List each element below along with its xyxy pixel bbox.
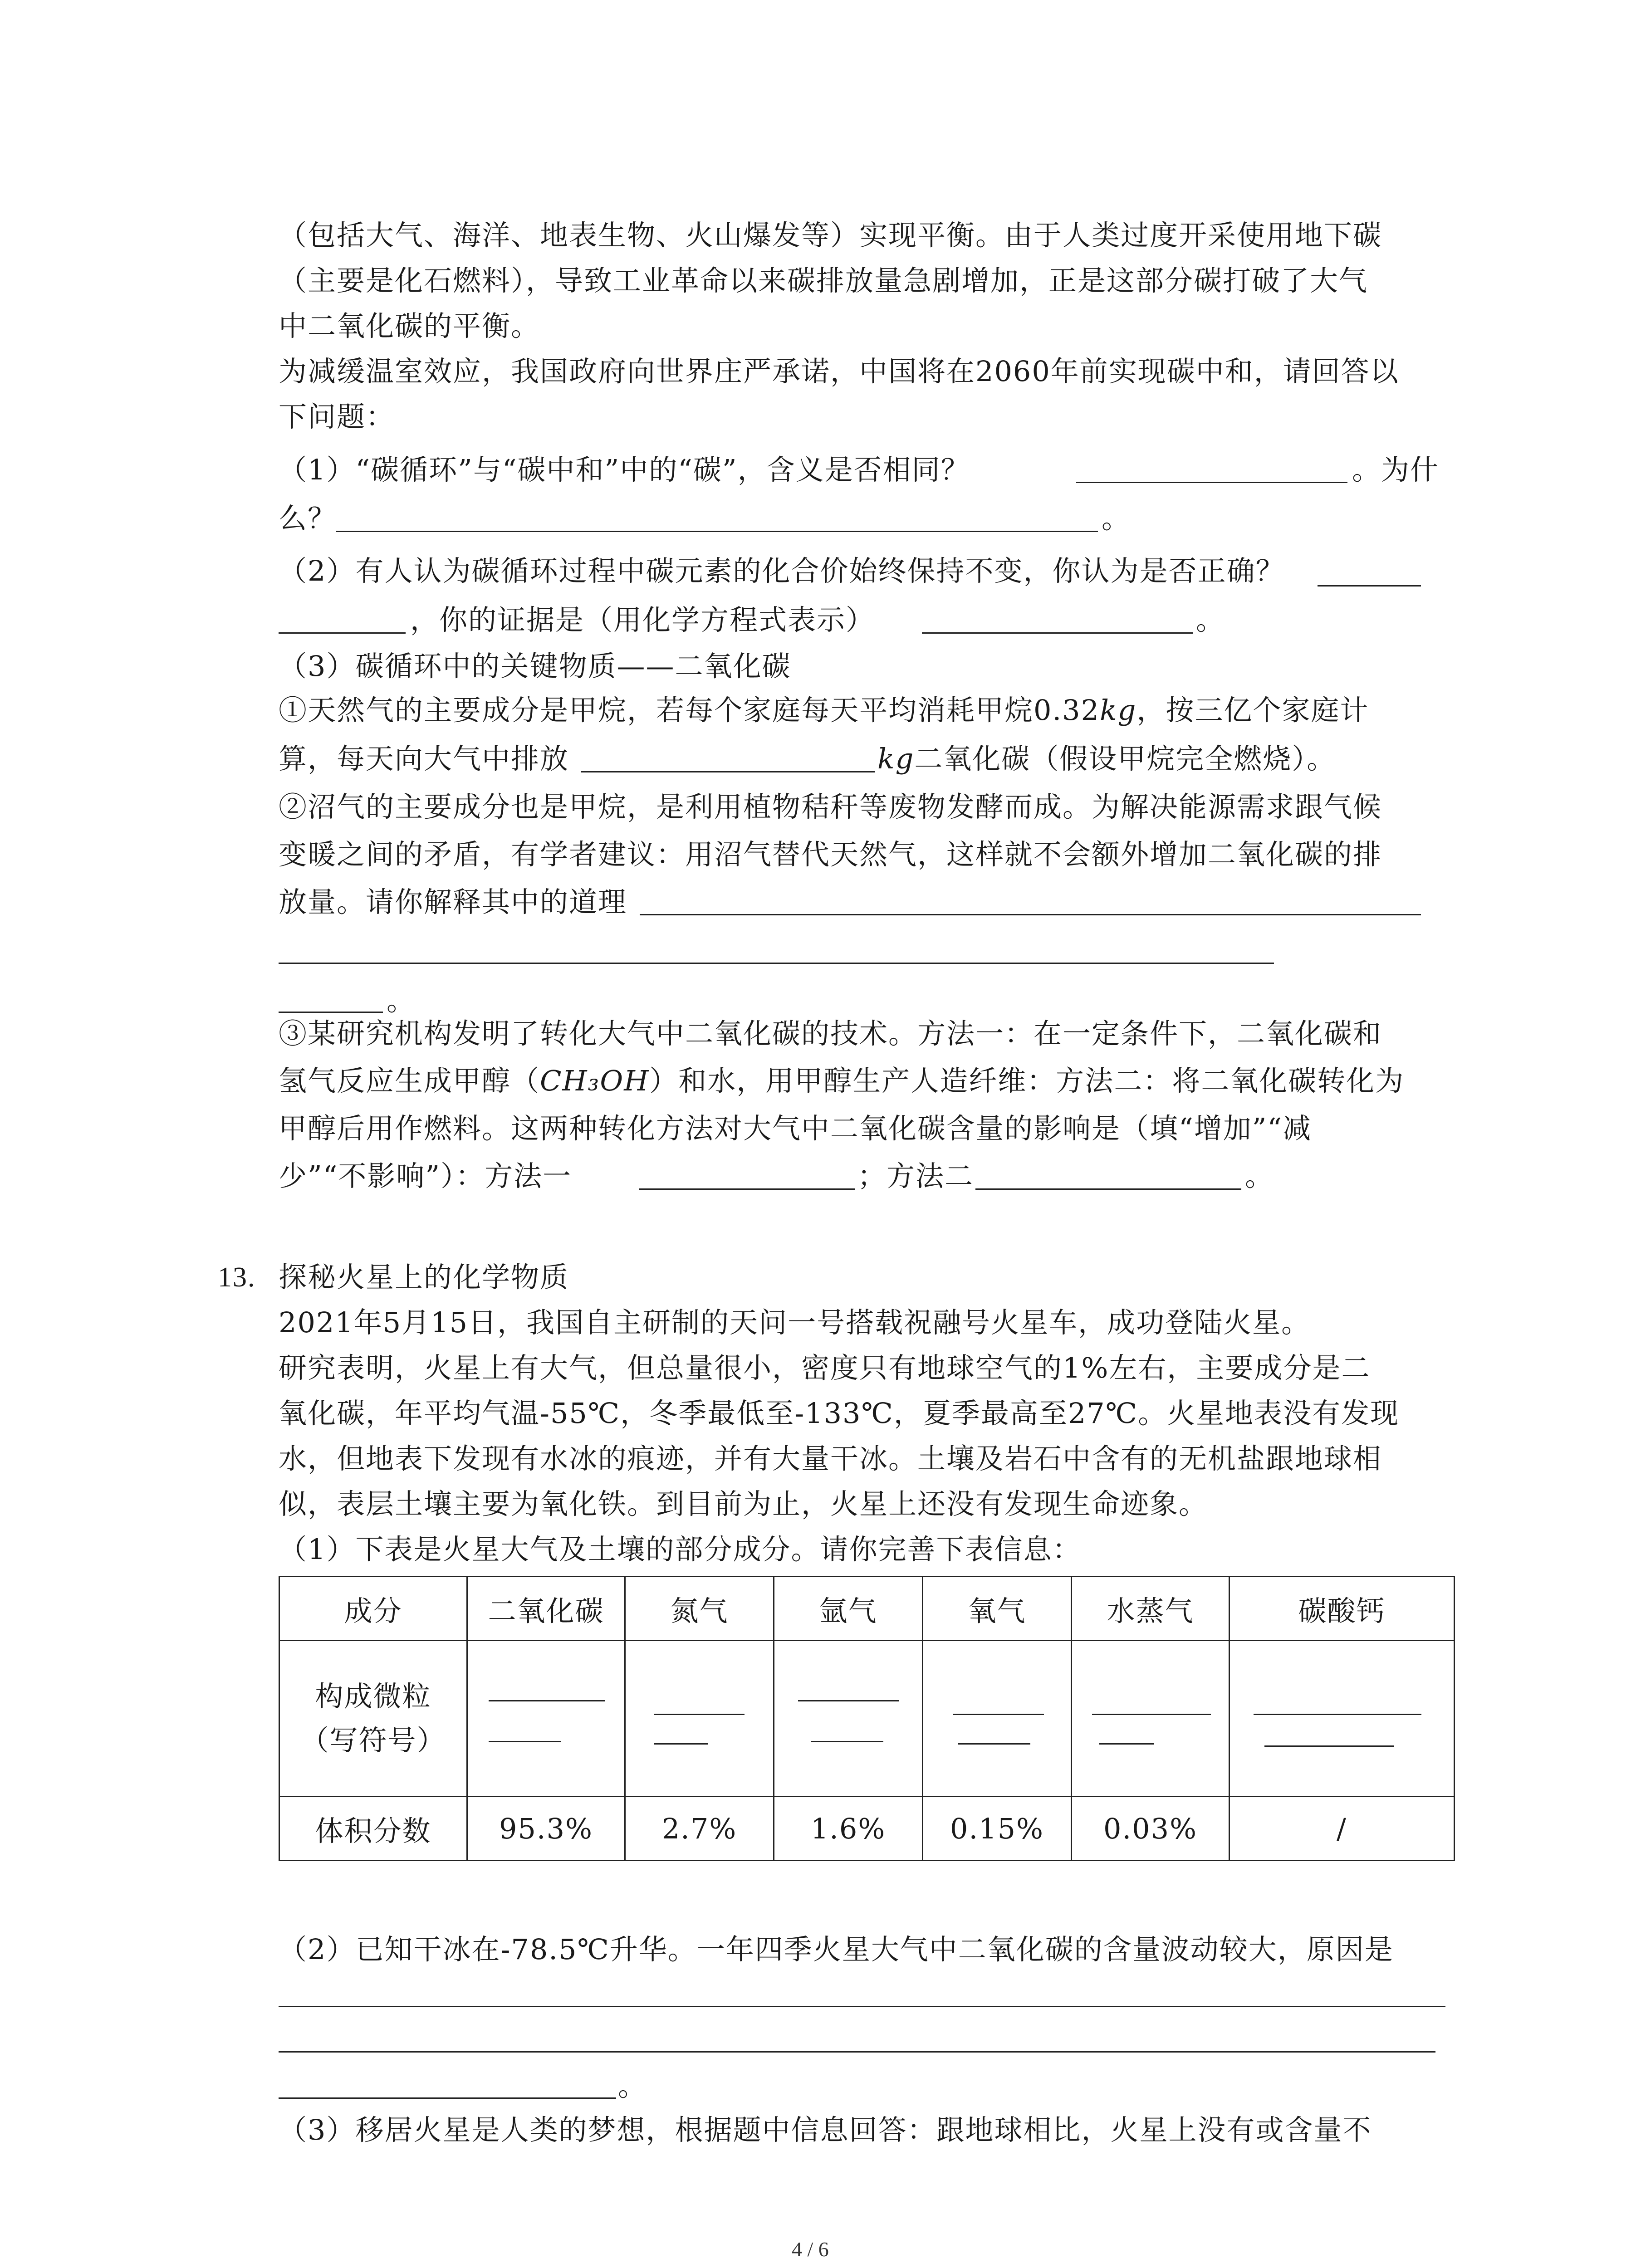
text-fragment: ）和水，用甲醇生产人造纤维：方法二：将二氧化碳转化为 [649,1064,1405,1097]
row-label-line: 构成微粒 [315,1680,431,1713]
text-line: 研究表明，火星上有大气，但总量很小，密度只有地球空气的1%左右，主要成分是二 [279,1351,1371,1384]
answer-blank[interactable] [798,1700,899,1701]
table-header-cell: 碳酸钙 [1230,1577,1455,1641]
answer-blank[interactable] [958,1743,1030,1745]
text-line: 下问题： [279,400,395,433]
text-fragment: 算，每天向大气中排放 [279,742,569,775]
answer-blank-q2-correct-a[interactable] [1318,585,1421,587]
problem-title: 探秘火星上的化学物质 [279,1261,569,1294]
question-3-text: （3）移居火星是人类的梦想，根据题中信息回答：跟地球相比，火星上没有或含量不 [279,2113,1372,2146]
answer-blank[interactable] [953,1714,1044,1715]
text-line [877,742,1336,775]
answer-blank-method-one[interactable] [639,1188,855,1190]
answer-blank[interactable] [1099,1743,1154,1745]
text-fragment: 。 [387,984,416,1017]
answer-blank-q1-same[interactable] [1076,482,1347,483]
text-fragment: 。 [1196,603,1225,636]
answer-blank-q3-reason-a[interactable] [640,914,1421,915]
text-line: ③某研究机构发明了转化大气中二氧化碳的技术。方法一：在一定条件下，二氧化碳和 [279,1017,1382,1050]
problem-number: 13. [218,1262,256,1293]
text-line: 水，但地表下发现有水冰的痕迹，并有大量干冰。土壤及岩石中含有的无机盐跟地球相 [279,1442,1382,1475]
table-header-cell: 氩气 [774,1577,923,1641]
answer-blank-q1-why[interactable] [336,531,1098,532]
table-header-cell: 二氧化碳 [467,1577,625,1641]
symbol-answer-cell[interactable] [625,1641,774,1797]
text-fragment: ①天然气的主要成分是甲烷，若每个家庭每天平均消耗甲烷0.32 [279,694,1100,727]
text-line [279,694,1369,727]
text-fragment: 。 [1102,502,1131,535]
text-fragment: ，按三亿个家庭计 [1136,694,1369,727]
table-cell: 2.7% [625,1797,774,1861]
answer-blank[interactable] [654,1714,745,1715]
text-line: 为减缓温室效应，我国政府向世界庄严承诺，中国将在2060年前实现碳中和，请回答以 [279,355,1399,388]
table-cell: 95.3% [467,1797,625,1861]
text-line: 似，表层土壤主要为氧化铁。到目前为止，火星上还没有发现生命迹象。 [279,1487,1208,1520]
table-cell: / [1230,1797,1455,1861]
table-header-cell: 氧气 [923,1577,1072,1641]
answer-blank-q3-reason-b[interactable] [279,963,1274,964]
text-fragment: 。 [1245,1159,1274,1193]
text-fragment: 。 [618,2069,647,2102]
text-line: 甲醇后用作燃料。这两种转化方法对大气中二氧化碳含量的影响是（填“增加”“减 [279,1112,1312,1145]
text-line: （主要是化石燃料），导致工业革命以来碳排放量急剧增加，正是这部分碳打破了大气 [279,264,1368,297]
answer-blank[interactable] [489,1700,605,1701]
table-header-cell: 氮气 [625,1577,774,1641]
row-label-volume: 体积分数 [279,1797,467,1861]
text-line: 氧化碳，年平均气温-55℃，冬季最低至-133℃，夏季最高至27℃。火星地表没有发现 [279,1397,1400,1430]
table-cell: 0.03% [1072,1797,1230,1861]
answer-blank-q13-2-b[interactable] [279,2051,1435,2053]
table-header-cell: 水蒸气 [1072,1577,1230,1641]
text-fragment: 少”“不影响”）：方法一 [279,1159,572,1193]
answer-blank-q3-co2-mass[interactable] [581,771,875,772]
text-fragment: ；方法二 [857,1159,974,1193]
question-2-text: （2）有人认为碳循环过程中碳元素的化合价始终保持不变，你认为是否正确？ [279,554,1285,587]
answer-blank[interactable] [1264,1745,1394,1747]
symbol-answer-cell[interactable] [774,1641,923,1797]
text-line: 2021年5月15日，我国自主研制的天问一号搭载祝融号火星车，成功登陆火星。 [279,1306,1311,1339]
text-fragment: 。为什 [1352,453,1440,486]
answer-blank-q2-correct-b[interactable] [279,632,406,634]
question-1-text: （1）下表是火星大气及土壤的部分成分。请你完善下表信息： [279,1533,1082,1566]
text-fragment: 氢气反应生成甲醇（ [279,1064,540,1097]
table-cell: 0.15% [923,1797,1072,1861]
text-fragment: 放量。请你解释其中的道理 [279,885,627,919]
question-2-text: （2）已知干冰在-78.5℃升华。一年四季火星大气中二氧化碳的含量波动较大，原因是 [279,1933,1394,1966]
answer-blank[interactable] [811,1741,883,1742]
question-3-text: （3）碳循环中的关键物质——二氧化碳 [279,650,791,683]
answer-blank-method-two[interactable] [975,1188,1241,1190]
text-fragment: ，你的证据是（用化学方程式表示） [410,603,875,636]
answer-blank-q2-equation[interactable] [922,632,1193,634]
table-row [279,1797,1455,1861]
answer-blank[interactable] [654,1743,708,1745]
unit-kg: kg [877,742,915,775]
answer-blank-q13-2-c[interactable] [279,2097,616,2099]
unit-kg: kg [1100,694,1137,727]
table-cell: 1.6% [774,1797,923,1861]
text-line: 变暖之间的矛盾，有学者建议：用沼气替代天然气，这样就不会额外增加二氧化碳的排 [279,838,1382,871]
text-line [279,1064,1405,1097]
row-label-line: （写符号） [300,1723,446,1757]
row-label-particles [279,1641,467,1797]
table-header-cell: 成分 [279,1577,467,1641]
text-line: （包括大气、海洋、地表生物、火山爆发等）实现平衡。由于人类过度开采使用地下碳 [279,219,1382,252]
text-fragment: 么？ [279,502,337,535]
table-row [279,1641,1455,1797]
answer-blank[interactable] [1254,1714,1421,1715]
answer-blank-q3-reason-c[interactable] [279,1012,383,1013]
table-header-row [279,1577,1455,1641]
symbol-answer-cell[interactable] [923,1641,1072,1797]
answer-blank[interactable] [1092,1714,1211,1715]
answer-blank-q13-2-a[interactable] [279,2006,1445,2007]
question-1-text: （1）“碳循环”与“碳中和”中的“碳”，含义是否相同？ [279,453,970,486]
text-line: 中二氧化碳的平衡。 [279,309,540,342]
symbol-answer-cell[interactable] [1072,1641,1230,1797]
formula-methanol: CH₃OH [540,1064,650,1097]
symbol-answer-cell[interactable] [1230,1641,1455,1797]
answer-blank[interactable] [489,1741,561,1742]
text-fragment: 二氧化碳（假设甲烷完全燃烧）。 [914,742,1336,775]
page-number: 4 / 6 [792,2238,829,2261]
composition-table [279,1576,1455,1861]
symbol-answer-cell[interactable] [467,1641,625,1797]
text-line: ②沼气的主要成分也是甲烷，是利用植物秸秆等废物发酵而成。为解决能源需求跟气候 [279,790,1382,823]
